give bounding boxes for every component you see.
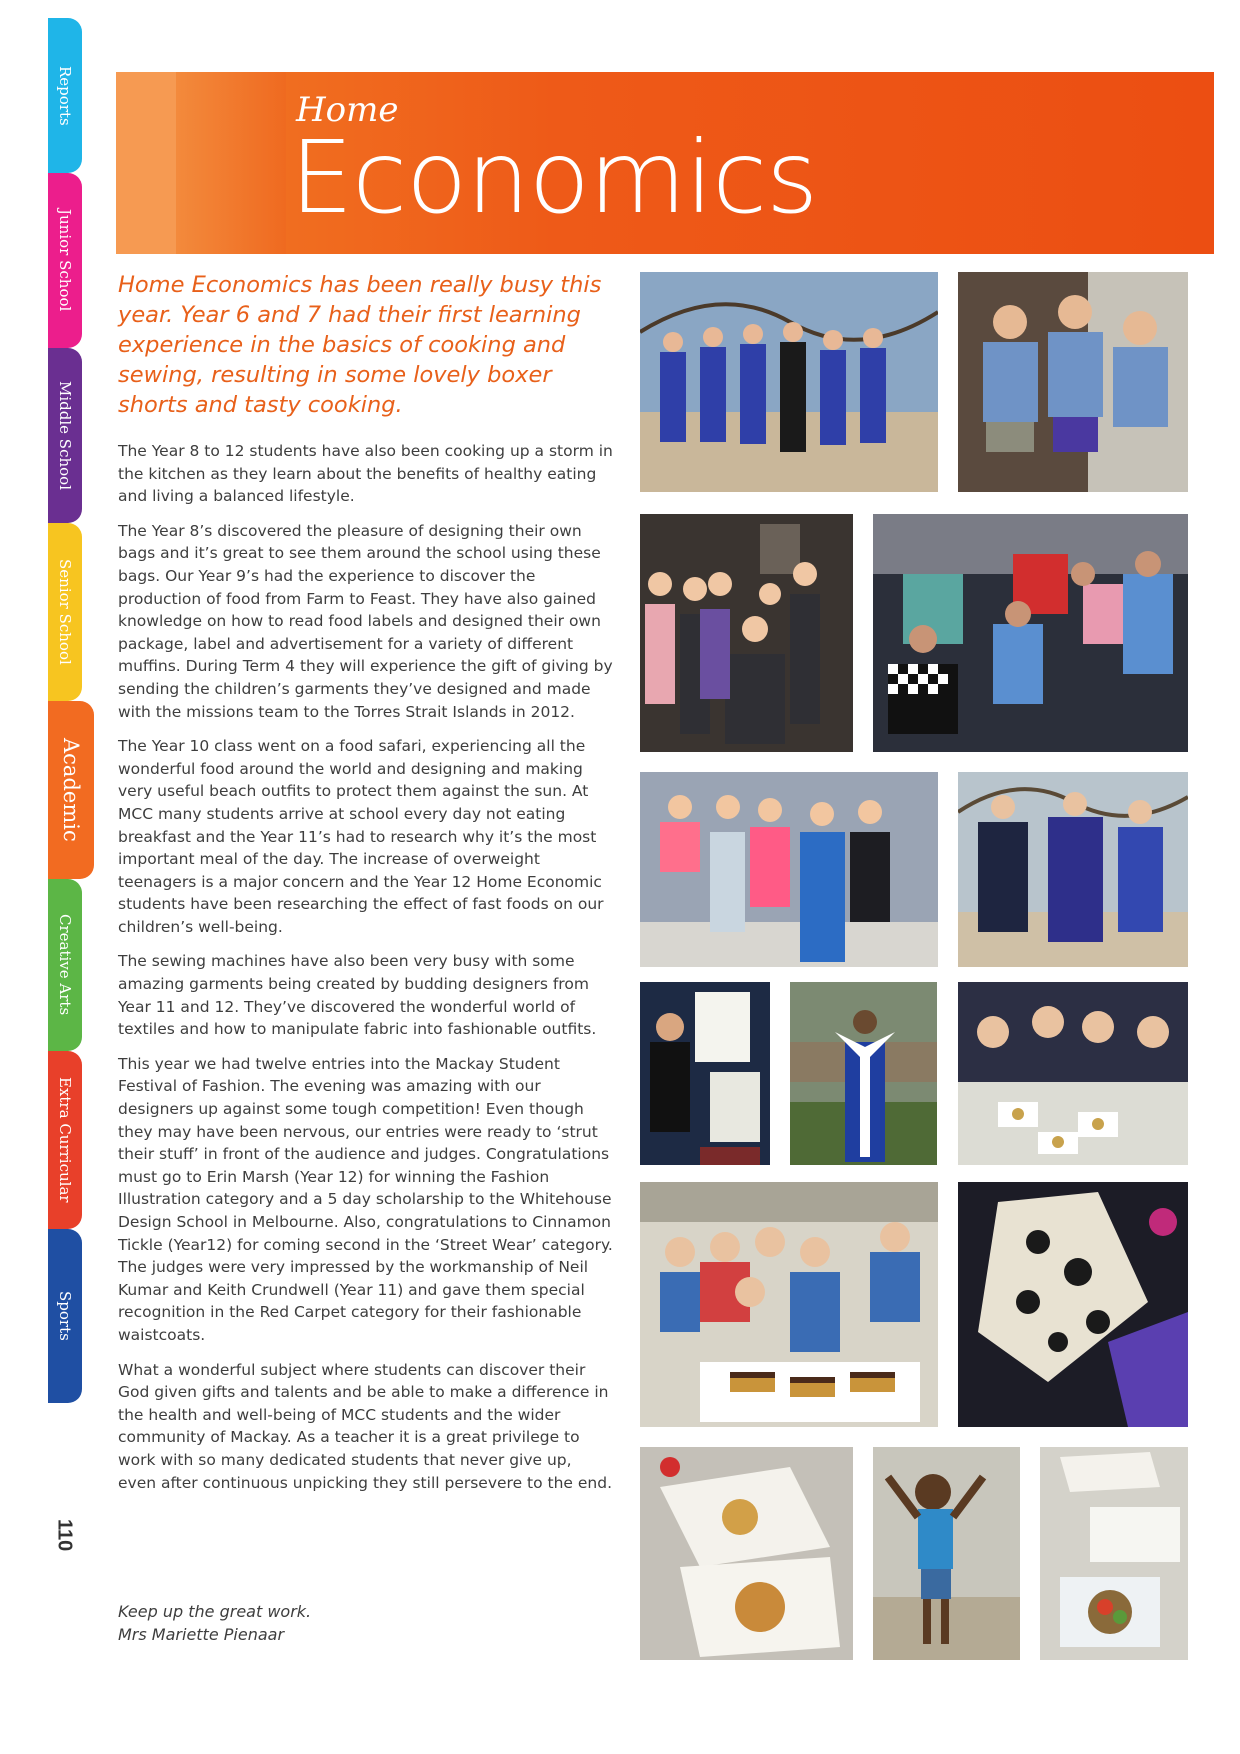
photo-illustration-display (640, 982, 770, 1165)
banner-stripe-mid (176, 72, 286, 254)
signoff (118, 1600, 311, 1646)
photo-three-boys (958, 272, 1188, 492)
photo-students-outdoors (640, 272, 938, 492)
tab-creative-arts[interactable] (48, 879, 82, 1051)
paragraph-5: This year we had twelve entries into the Mackay Student Festival of Fashion. The evening was amazing with our designers up against some tough competition! Even though they may have been nervous, our entries were ready to ‘strut their stuff’ in front of the audience and judges. Congratulations must go to Erin Marsh (Year 12) for winning the Fashion Illustration category and a 5 day scholarship to the Whitehouse Design School in Melbourne. Also, congratulations to Cinnamon Tickle (Year12) for coming second in the ‘Street Wear’ category. The judges were very impressed by the workmanship of Neil Kumar and Keith Crundwell (Year 11) and gave them special recognition in the Red Carpet category for their fashionable waistcoats. (118, 1054, 613, 1344)
intro-paragraph: Home Economics has been really busy this year. Year 6 and 7 had their first learning experience in the basics of cooking and sewing, resulting in some lovely boxer shorts and tasty cooking. (118, 272, 602, 418)
tab-sports[interactable] (48, 1229, 82, 1403)
photo-child-cheering (873, 1447, 1020, 1660)
article-body (118, 440, 613, 1506)
tab-academic[interactable] (48, 701, 94, 879)
photo-class-desserts (640, 1182, 938, 1427)
photo-white-bow-dress (790, 982, 937, 1165)
page-number: 110 (53, 1518, 76, 1552)
tab-junior-school[interactable] (48, 173, 82, 348)
signoff-author: Mrs Mariette Pienaar (118, 1625, 285, 1644)
tab-academic-label: Academic (59, 738, 83, 842)
paragraph-4: The sewing machines have also been very busy with some amazing garments being created by budding designers from Year 11 and 12. They’ve discovered the wonderful world of textiles and how to manipulate fabric into fashionable outfits. (118, 952, 597, 1039)
tab-reports-label: Reports (56, 65, 74, 126)
photo-plated-food (640, 1447, 853, 1660)
photo-dresses-runway (640, 772, 938, 967)
tab-reports[interactable] (48, 18, 82, 173)
title-economics: Economics (290, 119, 818, 236)
tab-extra-curricular-label: Extra Curricular (56, 1077, 74, 1203)
tab-middle-school[interactable] (48, 348, 82, 523)
tab-middle-school-label: Middle School (56, 381, 74, 490)
signoff-line-1: Keep up the great work. (118, 1602, 312, 1621)
paragraph-2: The Year 8’s discovered the pleasure of designing their own bags and it’s great to see them around the school using these bags. Our Year 9’s had the experience to discover the production of food from Farm to Feast. They have also gained knowledge on how to read food labels and designed their own package, label and advertisement for a variety of different muffins. During Term 4 they will experience the gift of giving by sending the children’s garments they’ve designed and made with the missions team to the Torres Strait Islands in 2012. (118, 521, 613, 721)
tab-senior-school-label: Senior School (56, 559, 74, 665)
tab-senior-school[interactable] (48, 523, 82, 701)
photo-bags-class (873, 514, 1188, 752)
paragraph-3: The Year 10 class went on a food safari, experiencing all the wonderful food around the world and designing and making very useful beach outfits to protect them against the sun. At MCC many students arrive at school every day not eating breakfast and the Year 11’s had to research why it’s the most important meal of the day. The increase of overweight teenagers is a major concern and the Year 12 Home Economic students have been researching the effect of fast foods on our children’s well-being. (118, 737, 604, 936)
photo-formal-group (640, 514, 853, 752)
banner-stripe-light (116, 72, 176, 254)
tab-junior-school-label: Junior School (56, 209, 74, 312)
photo-dresses-playground (958, 772, 1188, 967)
tab-creative-arts-label: Creative Arts (56, 914, 74, 1016)
paragraph-1: The Year 8 to 12 students have also been cooking up a storm in the kitchen as they learn about the benefits of healthy eating and living a balanced lifestyle. (118, 442, 613, 506)
photo-cooking-group (958, 982, 1188, 1165)
photo-salad-bowl (1040, 1447, 1188, 1660)
tab-extra-curricular[interactable] (48, 1051, 82, 1229)
title-home: Home (296, 90, 399, 130)
photo-black-fabric (958, 1182, 1188, 1427)
tab-sports-label: Sports (56, 1291, 74, 1341)
paragraph-6: What a wonderful subject where students can discover their God given gifts and talents and be able to make a difference in the health and well-being of MCC students and the wider community of Mackay. As a teacher it is a great privilege to work with so many dedicated students that never give up, even after continuous unpicking they still persevere to the end. (118, 1360, 613, 1492)
